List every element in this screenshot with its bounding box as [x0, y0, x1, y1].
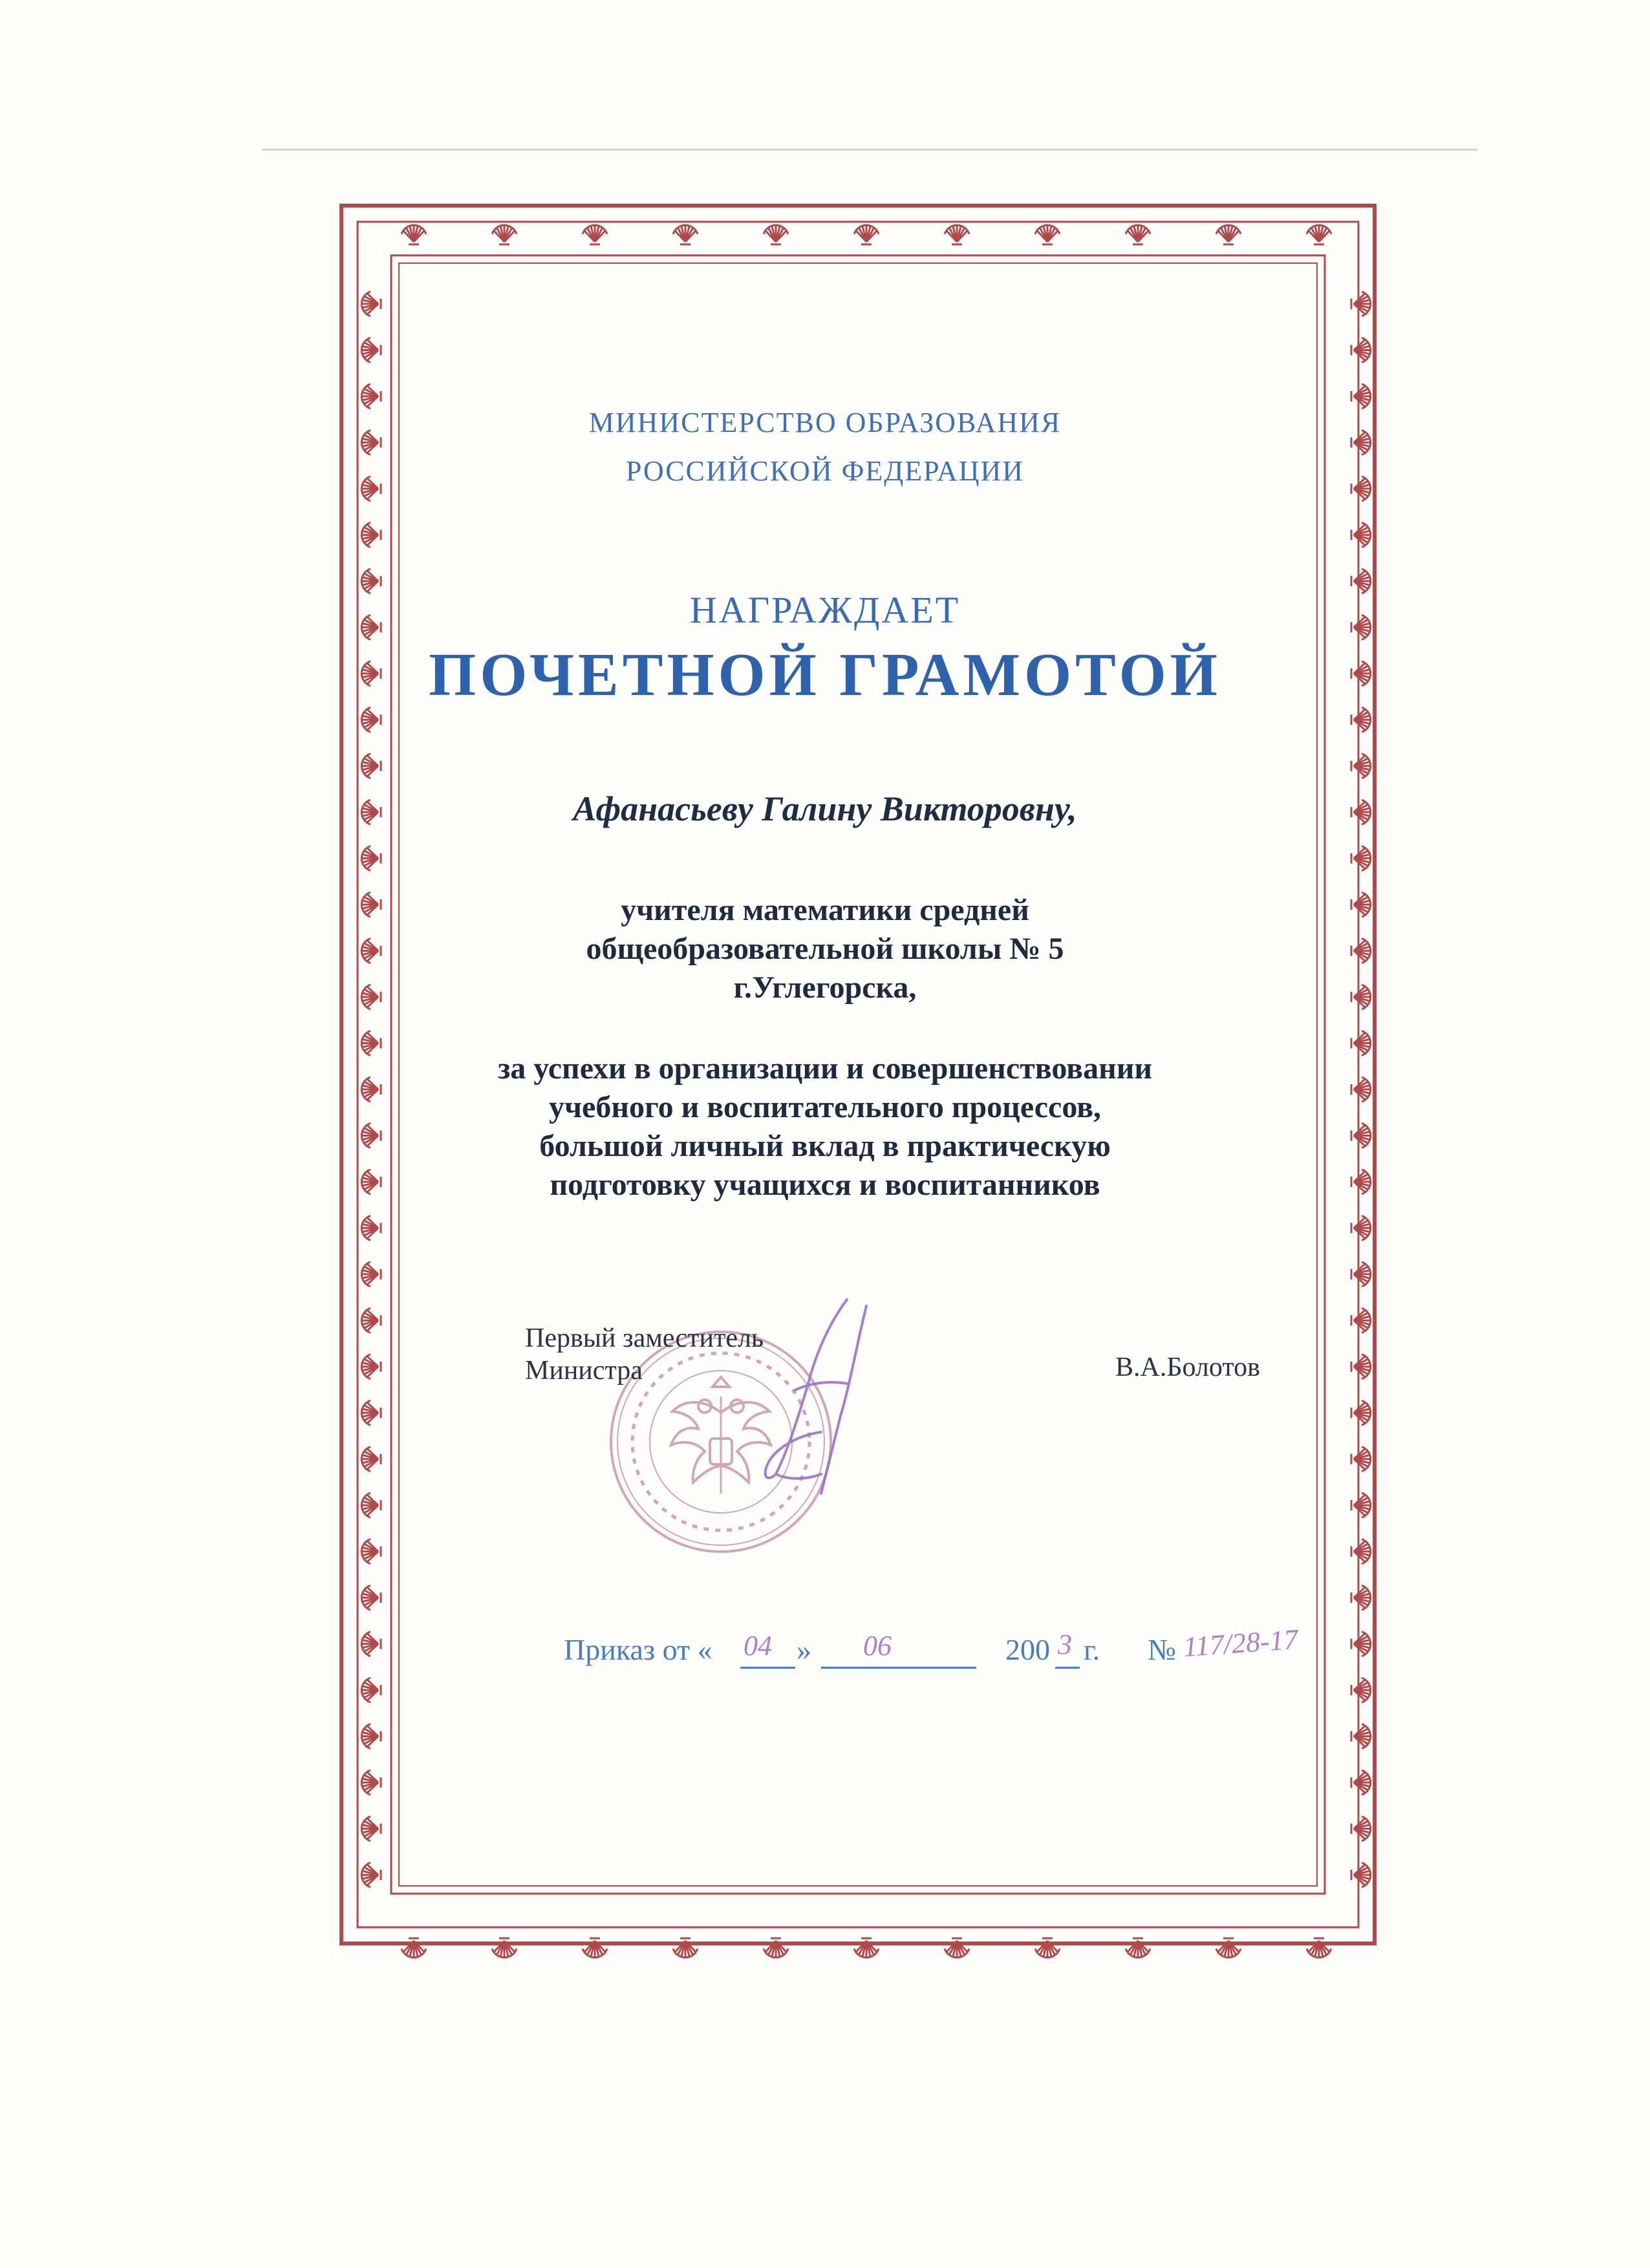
recipient-name: Афанасьеву Галину Викторовну, [573, 789, 1077, 828]
frame-fan-ornament [1351, 1632, 1371, 1656]
frame-fan-ornament [1035, 225, 1060, 244]
frame-fan-ornament [361, 754, 381, 778]
frame-fan-ornament [854, 1938, 879, 1958]
frame-fan-ornament [361, 1863, 381, 1887]
order-number-label: № [1148, 1633, 1176, 1666]
frame-fan-ornament [1351, 846, 1371, 871]
frame-fan-ornament [583, 1938, 607, 1958]
frame-fan-ornament [1126, 225, 1150, 244]
order-year-digit: 3 [1058, 1629, 1072, 1660]
order-year-prefix: 200 [1005, 1633, 1050, 1666]
frame-fan-ornament [1351, 1493, 1371, 1517]
position-line-1: учителя математики средней [621, 893, 1029, 927]
position-line-3: г.Углегорска, [733, 970, 917, 1005]
frame-fan-ornament [361, 1632, 381, 1656]
frame-fan-ornament [361, 1493, 381, 1517]
order-prefix: Приказ от « [564, 1633, 712, 1666]
frame-fan-ornament [361, 1400, 381, 1425]
awards-heading: НАГРАЖДАЕТ [689, 589, 961, 631]
frame-fan-ornament [1351, 1770, 1371, 1795]
frame-fan-ornament [1351, 1308, 1371, 1332]
frame-fan-ornament [1351, 1447, 1371, 1471]
frame-fan-ornament [1351, 1863, 1371, 1887]
frame-fan-ornament [1216, 225, 1241, 244]
frame-fan-ornament [361, 707, 381, 732]
frame-fan-ornament [1351, 522, 1371, 547]
frame-fan-ornament [1351, 292, 1371, 316]
frame-fan-ornament [764, 225, 788, 244]
frame-fan-ornament [1351, 707, 1371, 732]
reason-line-1: за успехи в организации и совершенствовании [497, 1051, 1153, 1086]
frame-fan-ornament [361, 1308, 381, 1332]
frame-fan-ornament [361, 522, 381, 547]
frame-fan-ornament [1351, 1215, 1371, 1240]
order-month-underline [821, 1667, 976, 1669]
order-year-suffix: г. [1084, 1633, 1100, 1666]
order-day-underline [740, 1667, 795, 1669]
frame-fan-ornament [361, 1215, 381, 1240]
frame-fan-ornament [361, 1817, 381, 1841]
frame-fan-ornament [1351, 1354, 1371, 1379]
frame-fan-ornament [402, 225, 426, 244]
signatory-title-line-2: Министра [525, 1356, 643, 1385]
frame-fan-ornament [1126, 1938, 1150, 1958]
frame-fan-ornament [361, 1724, 381, 1749]
frame-fan-ornament [854, 225, 879, 244]
frame-fan-ornament [1351, 1585, 1371, 1610]
frame-fan-ornament [1351, 337, 1371, 362]
frame-fan-ornament [361, 1770, 381, 1795]
frame-fan-ornament [361, 1354, 381, 1379]
frame-fan-ornament [1351, 1724, 1371, 1749]
frame-fan-ornament [361, 384, 381, 409]
frame-fan-ornament [1307, 1938, 1331, 1958]
frame-fan-ornament [361, 1262, 381, 1287]
frame-fan-ornament [361, 1585, 381, 1610]
frame-fan-ornament [1351, 1539, 1371, 1564]
frame-fan-ornament [1351, 1817, 1371, 1841]
frame-fan-ornament [492, 225, 517, 244]
frame-fan-ornament [764, 1938, 788, 1958]
frame-fan-ornament [361, 1447, 381, 1471]
frame-fan-ornament [1035, 1938, 1060, 1958]
frame-fan-ornament [492, 1938, 517, 1958]
reason-line-3: большой личный вклад в практическую [539, 1129, 1111, 1163]
frame-fan-ornament [1307, 225, 1331, 244]
frame-fan-ornament [1351, 1262, 1371, 1287]
ministry-line-1: МИНИСТЕРСТВО ОБРАЗОВАНИЯ [588, 407, 1062, 438]
frame-fan-ornament [673, 225, 698, 244]
frame-fan-ornament [402, 1938, 426, 1958]
frame-fan-ornament [583, 225, 607, 244]
position-line-2: общеобразовательной школы № 5 [586, 932, 1064, 966]
ministry-line-2: РОССИЙСКОЙ ФЕДЕРАЦИИ [625, 455, 1025, 487]
frame-fan-ornament [945, 225, 969, 244]
handwritten-signature-icon [737, 1287, 944, 1506]
order-day: 04 [744, 1630, 772, 1662]
reason-line-4: подготовку учащихся и воспитанников [550, 1168, 1100, 1202]
frame-fan-ornament [361, 1678, 381, 1702]
reason-line-2: учебного и воспитательного процессов, [548, 1090, 1102, 1124]
frame-fan-ornament [945, 1938, 969, 1958]
frame-fan-ornament [361, 292, 381, 316]
frame-fan-ornament [1351, 1400, 1371, 1425]
signer-name: В.А.Болотов [1115, 1353, 1260, 1382]
frame-fan-ornament [673, 1938, 698, 1958]
frame-fan-ornament [1216, 1938, 1241, 1958]
order-month: 06 [863, 1630, 892, 1662]
frame-fan-ornament [361, 337, 381, 362]
order-year-underline [1055, 1667, 1080, 1669]
frame-fan-ornament [361, 1539, 381, 1564]
award-type-title: ПОЧЕТНОЙ ГРАМОТОЙ [429, 641, 1221, 709]
frame-fan-ornament [1351, 1678, 1371, 1702]
order-number: 117/28-17 [1182, 1623, 1300, 1664]
frame-fan-ornament [361, 846, 381, 871]
frame-fan-ornament [1351, 384, 1371, 409]
signatory-title-line-1: Первый заместитель [525, 1323, 764, 1353]
order-quote-close: » [797, 1633, 811, 1666]
frame-fan-ornament [1351, 754, 1371, 778]
